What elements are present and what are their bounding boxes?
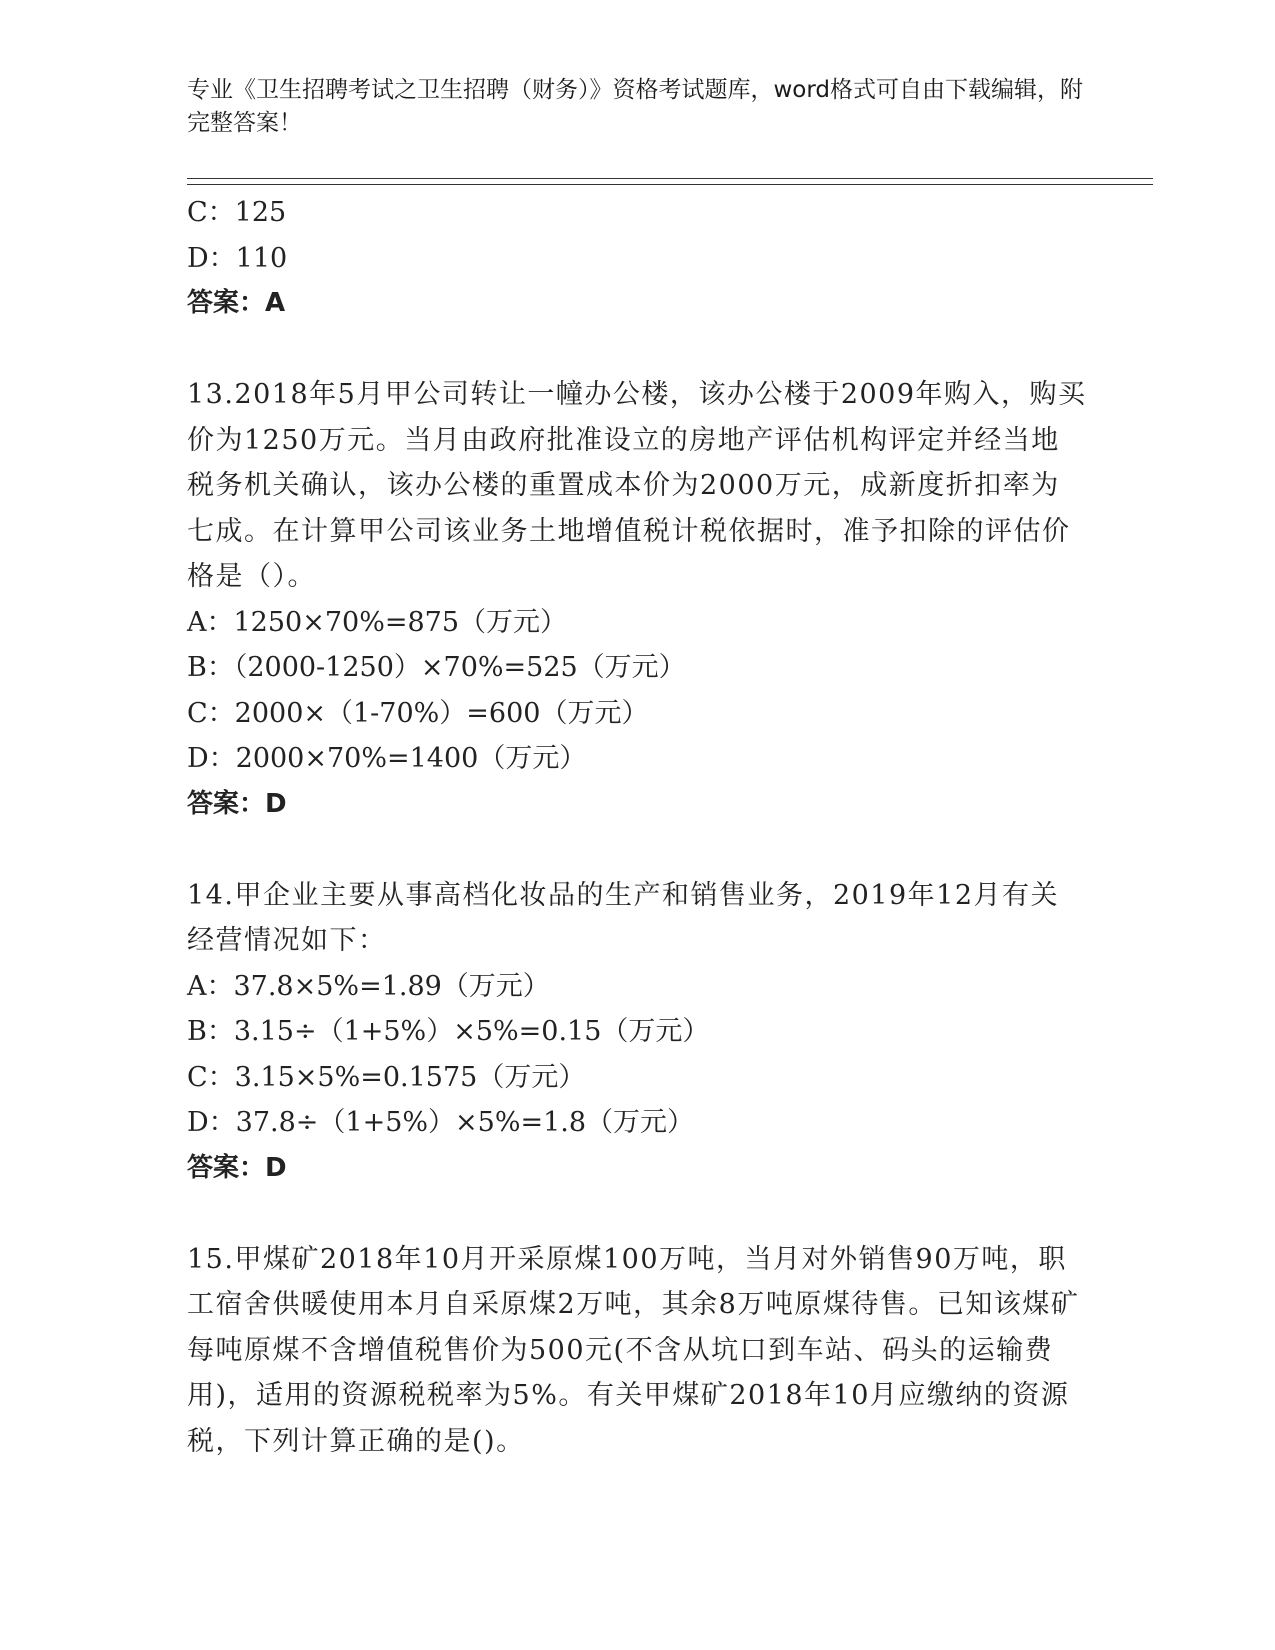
q14-option-d: D：37.8÷（1+5%）×5%=1.8（万元） bbox=[187, 1107, 695, 1138]
spacer bbox=[187, 827, 1087, 873]
spacer bbox=[187, 1191, 1087, 1237]
question-13 bbox=[187, 372, 1087, 827]
page-header: 专业《卫生招聘考试之卫生招聘（财务）》资格考试题库，word格式可自由下载编辑，附完整答案！ bbox=[187, 77, 1084, 136]
q13-answer: 答案：D bbox=[187, 788, 287, 819]
q12-option-c: C：125 bbox=[187, 197, 287, 228]
q14-option-c: C：3.15×5%=0.1575（万元） bbox=[187, 1061, 586, 1093]
q12-option-d: D：110 bbox=[187, 242, 288, 274]
q13-option-c: C：2000×（1-70%）=600（万元） bbox=[187, 697, 649, 729]
header-divider bbox=[187, 178, 1153, 185]
question-content bbox=[187, 190, 1087, 1464]
q13-option-b: B：（2000-1250）×70%=525（万元） bbox=[187, 652, 686, 683]
q13-option-a: A：1250×70%=875（万元） bbox=[187, 606, 568, 638]
spacer bbox=[187, 327, 1087, 373]
q14-text: 14.甲企业主要从事高档化妆品的生产和销售业务，2019年12月有关经营情况如下： bbox=[187, 879, 1060, 956]
q13-text: 13.2018年5月甲公司转让一幢办公楼，该办公楼于2009年购入，购买价为1250万元。当月由政府批准设立的房地产评估机构评定并经当地税务机关确认，该办公楼的重置成本价为2000万元，成新度折扣率为七成。在计算甲公司该业务土地增值税计税依据时，准予扣除的评估价格是（）。 bbox=[187, 379, 1087, 592]
question-12-tail bbox=[187, 190, 1087, 327]
q15-text: 15.甲煤矿2018年10月开采原煤100万吨，当月对外销售90万吨，职工宿舍供暖使用本月自采原煤2万吨，其余8万吨原煤待售。已知该煤矿每吨原煤不含增值税售价为500元(不含从坑口到车站、码头的运输费用)，适用的资源税税率为5%。有关甲煤矿2018年10月应缴纳的资源税，下列计算正确的是()。 bbox=[187, 1243, 1080, 1457]
q12-answer: 答案：A bbox=[187, 288, 286, 318]
q14-answer: 答案：D bbox=[187, 1152, 287, 1183]
q14-option-a: A：37.8×5%=1.89（万元） bbox=[187, 970, 550, 1002]
question-15 bbox=[187, 1237, 1087, 1465]
q13-option-d: D：2000×70%=1400（万元） bbox=[187, 743, 587, 774]
question-14 bbox=[187, 873, 1087, 1192]
q14-option-b: B：3.15÷（1+5%）×5%=0.15（万元） bbox=[187, 1016, 710, 1047]
